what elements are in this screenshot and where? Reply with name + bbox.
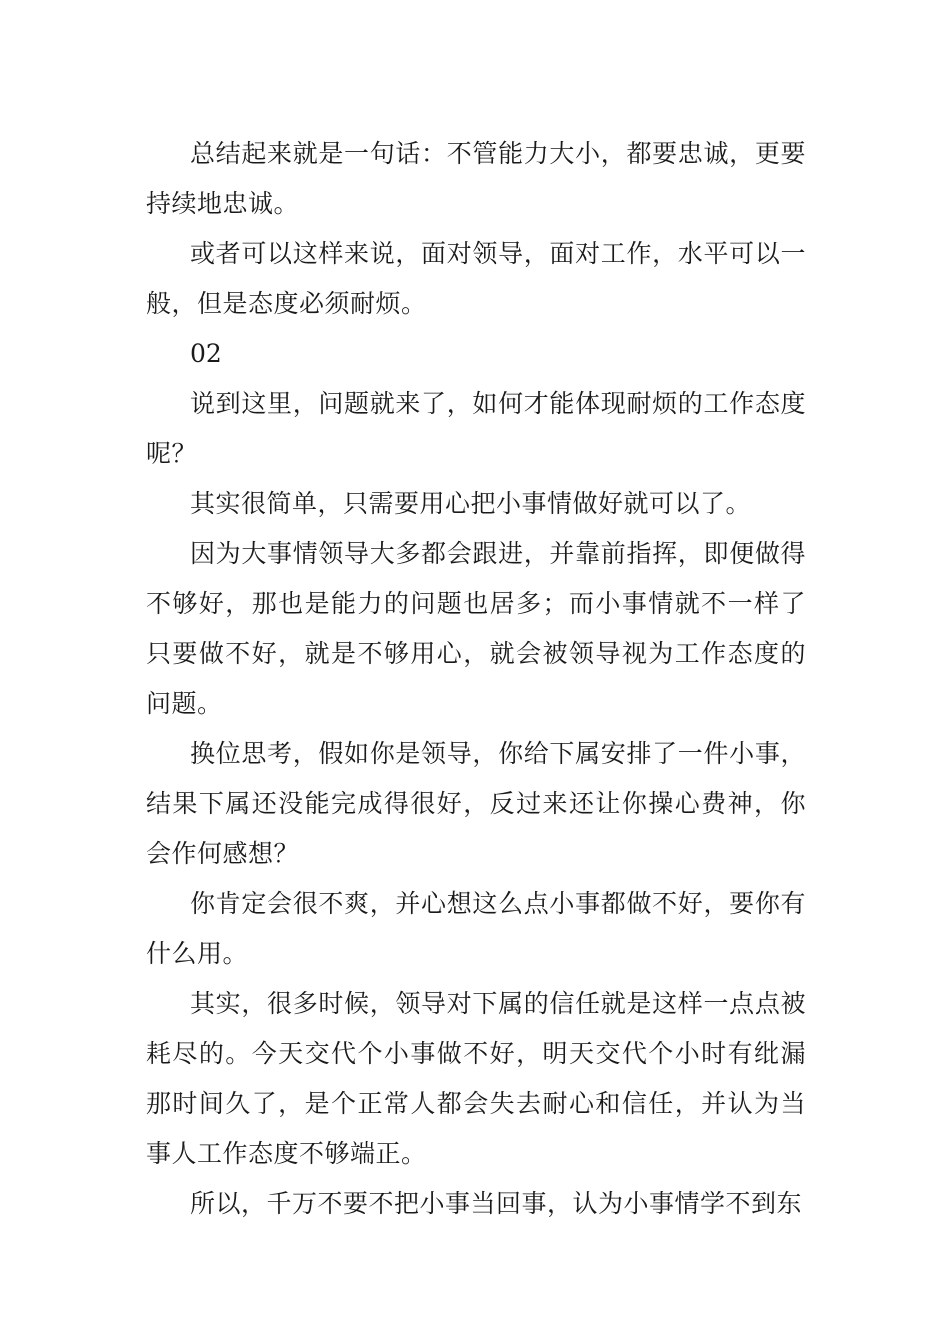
paragraph-answer: 其实很简单，只需要用心把小事情做好就可以了。 [190, 489, 752, 518]
paragraph-perspective: 换位思考，假如你是领导，你给下属安排了一件小事，结果下属还没能完成得很好，反过来还让你操心费神，你会作何感想？ [146, 739, 806, 868]
section-number: 02 [190, 339, 222, 368]
paragraph-trust: 其实，很多时候，领导对下属的信任就是这样一点点被耗尽的。今天交代个小事做不好，明天交代个小时有纰漏那时间久了，是个正常人都会失去耐心和信任，并认为当事人工作态度不够端正。 [146, 989, 806, 1168]
paragraph-attitude: 或者可以这样来说，面对领导，面对工作，水平可以一般，但是态度必须耐烦。 [146, 239, 806, 318]
paragraph-reason: 因为大事情领导大多都会跟进，并靠前指挥，即便做得不够好，那也是能力的问题也居多；而小事情就不一样了只要做不好，就是不够用心，就会被领导视为工作态度的问题。 [146, 539, 806, 718]
paragraph-conclusion: 所以，千万不要不把小事当回事，认为小事情学不到东 [190, 1189, 803, 1218]
paragraph-reaction: 你肯定会很不爽，并心想这么点小事都做不好，要你有什么用。 [146, 889, 806, 968]
paragraph-summary: 总结起来就是一句话：不管能力大小，都要忠诚，更要持续地忠诚。 [146, 139, 806, 218]
paragraph-question: 说到这里，问题就来了，如何才能体现耐烦的工作态度呢？ [146, 389, 806, 468]
document-body [146, 129, 806, 1229]
